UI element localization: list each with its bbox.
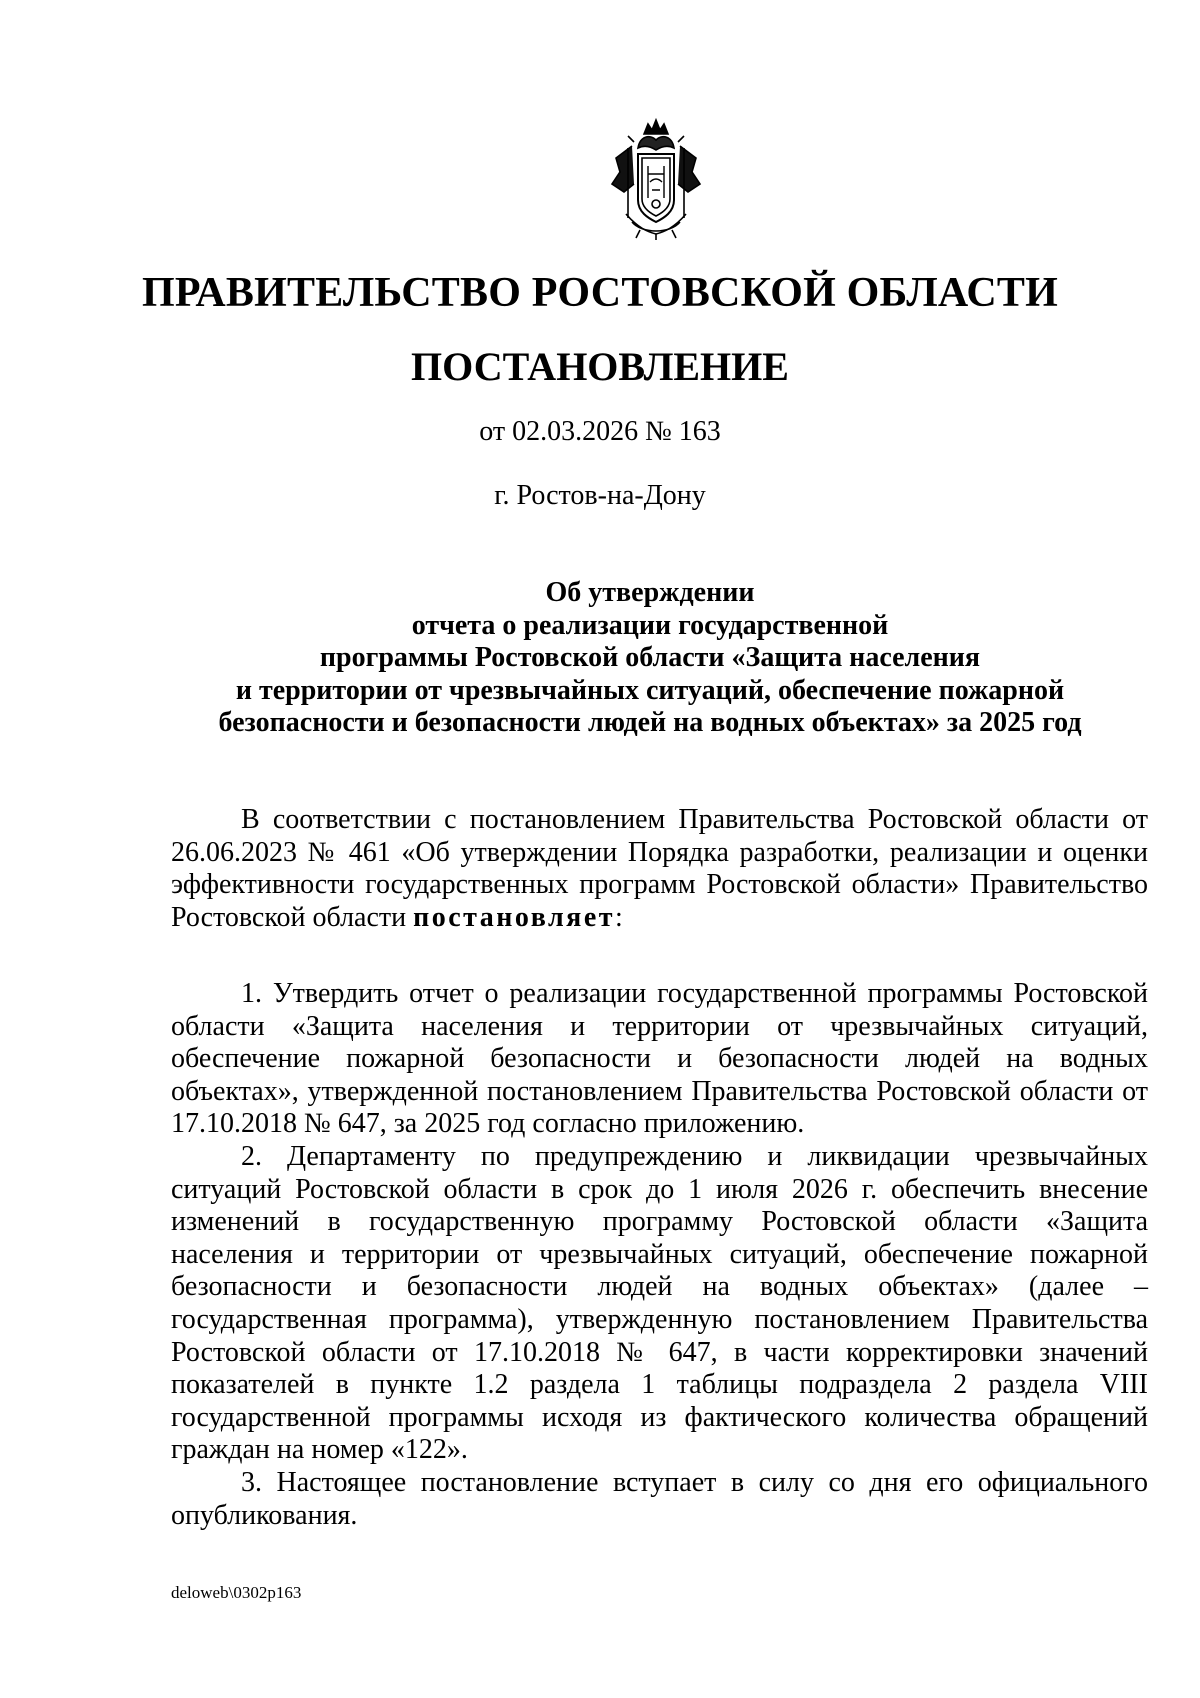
subject-line: и территории от чрезвычайных ситуаций, обеспечение пожарной (235, 674, 1065, 706)
subject-line: программы Ростовской области «Защита населения (319, 642, 981, 673)
coat-of-arms-icon (598, 118, 714, 242)
subject-line: безопасности и безопасности людей на водных объектах» за 2025 год (218, 707, 1082, 738)
document-date-number: от 02.03.2026 № 163 (479, 416, 721, 447)
decree-item-1: 1. Утвердить отчет о реализации государственной программы Ростовской области «Защита населения и территории от чрезвычайных ситуаций, обеспечение пожарной безопасности и безопасности людей на водных объектах», утвержденной постановлением Правительства Ростовской области от 17.10.2018 № 647, за 2025 год согласно приложению. (171, 978, 1148, 1140)
decree-items (171, 978, 1148, 1532)
government-title: ПРАВИТЕЛЬСТВО РОСТОВСКОЙ ОБЛАСТИ (142, 270, 1058, 316)
preamble (171, 804, 1148, 934)
preamble-text: В соответствии с постановлением Правительства Ростовской области от 26.06.2023 № 461 «Об утверждении Порядка разработки, реализации и оценки эффективности государственных программ Ростовской области» Правительство Ростовской области (171, 804, 1148, 933)
preamble-end: : (615, 901, 623, 933)
decree-word: постановляет (413, 901, 616, 933)
preamble-paragraph (171, 804, 1148, 934)
decree-item-2: 2. Департаменту по предупреждению и ликвидации чрезвычайных ситуаций Ростовской области в срок до 1 июля 2026 г. обеспечить внесение изменений в государственную программу Ростовской области «Защита населения и территории от чрезвычайных ситуаций, обеспечение пожарной безопасности и безопасности людей на водных объектах» (далее – государственная программа), утвержденную постановлением Правительства Ростовской области от 17.10.2018 № 647, в части корректировки значений показателей в пункте 1.2 раздела 1 таблицы подраздела 2 раздела VIII государственной программы исходя из фактического количества обращений граждан на номер «122». (171, 1140, 1148, 1466)
document-city: г. Ростов-на-Дону (494, 480, 706, 511)
decree-item-3: 3. Настоящее постановление вступает в силу со дня его официального опубликования. (171, 1466, 1148, 1531)
document-footer-code: deloweb\0302p163 (171, 1583, 302, 1602)
document-type: ПОСТАНОВЛЕНИЕ (411, 344, 789, 389)
document-subject (170, 577, 1130, 740)
subject-line: Об утверждении (545, 577, 755, 608)
subject-line: отчета о реализации государственной (411, 609, 889, 641)
